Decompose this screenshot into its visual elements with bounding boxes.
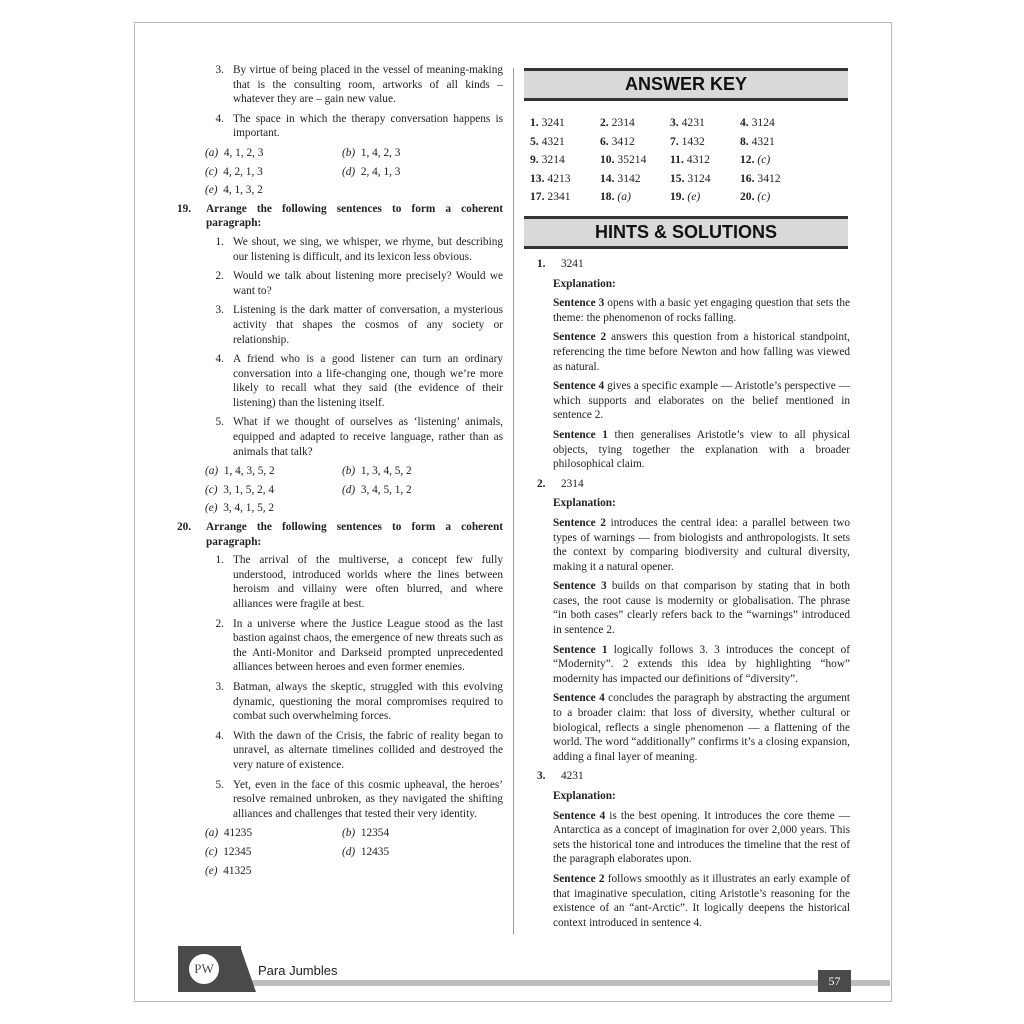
explanation-paragraph [553,379,850,423]
option-key: (b) [342,146,356,159]
solution-number: 2. [537,477,546,490]
option-value: 12435 [360,845,390,858]
answer-cell [740,114,810,133]
answer-value: 3142 [617,171,641,185]
option-value: 12345 [223,845,252,858]
answer-number: 19. [670,190,685,204]
option-key: (c) [205,483,218,496]
answer-number: 1. [530,116,539,129]
option-d [342,165,503,180]
option-d [342,483,503,498]
sentence-text: The space in which the therapy conversation happens is important. [233,112,503,140]
sentence-text: We shout, we sing, we whisper, we rhyme, but describing our listening is difficult, and its lexicon less obvious. [233,235,503,263]
explanation-label: Explanation: [553,277,616,290]
explanation-paragraph [553,579,850,637]
answer-number: 8. [740,134,749,148]
answer-key-row [530,133,850,152]
answer-value: 4321 [751,134,775,148]
answer-value: 3241 [541,116,565,129]
answer-cell [670,151,740,170]
answer-key-row [530,151,850,170]
answer-cell [740,151,810,170]
answer-cell [670,133,740,152]
answer-number: 20. [740,190,755,204]
left-column [177,63,503,882]
solution-answer: 2314 [561,477,584,490]
explanation-label: Explanation: [553,497,616,510]
option-value: 41325 [223,864,252,877]
answer-value: (a) [617,190,631,204]
option-b [342,826,503,841]
sentence-text: By virtue of being placed in the vessel of meaning-making that is the consulting room, artworks of all kinds – whatever they are – gain new value. [233,64,503,106]
option-key: (b) [342,465,356,478]
page-number: 57 [818,970,851,992]
answer-number: 11. [670,153,684,167]
sentence-item [177,553,503,611]
sentence-ref: Sentence 4 [553,692,605,705]
solution-number: 3. [537,770,546,783]
explanation-paragraph [553,691,850,764]
explanation-paragraph [553,809,850,867]
answer-number: 3. [670,116,679,129]
explanation-paragraph [553,330,850,374]
sentence-item [177,235,503,264]
answer-key-title: ANSWER KEY [624,74,747,94]
sentence-text: Listening is the dark matter of conversation, a mysterious activity that shapes the cosmos of any society or relationship. [233,304,503,346]
explanation-paragraph [553,643,850,687]
answer-value: 4213 [547,171,571,185]
option-key: (a) [205,146,219,159]
explanation-text: follows smoothly as it illustrates an early example of that imaginative speculation, citing Aristotle’s reasoning for the existence of an “ant-Arctic”. It logically deepens the historical context introduced in sentence 4. [553,872,851,929]
answer-cell [600,188,670,207]
answer-number: 4. [740,116,749,129]
answer-value: 1432 [681,134,705,148]
option-value: 3, 4, 5, 1, 2 [360,483,412,496]
answer-number: 12. [740,153,755,167]
question-20 [177,520,503,549]
answer-cell [600,114,670,133]
answer-value: 3124 [751,116,775,129]
answer-value: 3214 [541,153,565,167]
answer-cell [530,133,600,152]
explanation-label: Explanation: [553,790,616,802]
solution-heading [529,477,850,492]
option-key: (d) [342,483,356,496]
sentence-item [177,303,503,347]
q20-options [205,826,503,878]
answer-number: 15. [670,171,685,185]
answer-number: 9. [530,153,539,167]
answer-cell [670,188,740,207]
option-e [205,183,342,198]
option-value: 4, 1, 2, 3 [223,146,264,159]
answer-number: 17. [530,190,545,204]
question-19 [177,202,503,231]
sentence-ref: Sentence 2 [553,331,607,344]
explanation-text: introduces the central idea: a parallel between two types of warnings — from biologists and anthropologists. It sets the context by comparing biodiversity and cultural diversity, making it a natural opener. [553,516,850,573]
option-a [205,826,342,841]
sentence-number: 4. [215,353,224,366]
option-key: (e) [205,864,218,877]
sentence-number: 3. [215,304,224,317]
sentence-text: Yet, even in the face of this cosmic upheaval, the heroes’ resolve remained unbroken, as they navigated the shifting alliances and challenges that tested their very identity. [233,778,503,820]
answer-value: (e) [687,190,701,204]
sentence-item [177,729,503,773]
option-a [205,464,342,479]
question-stem: Arrange the following sentences to form a coherent paragraph: [206,521,503,548]
hints-title: HINTS & SOLUTIONS [594,222,777,242]
sentence-number: 4. [215,112,224,125]
option-a [205,146,342,161]
sentence-text: Would we talk about listening more precisely? Would we want to? [233,270,503,297]
sentence-ref: Sentence 3 [553,297,605,310]
sentence-text: A friend who is a good listener can turn an ordinary conversation into a life-changing one, though we’re more likely to recall what they said (the evidence of their listening) than the listening itself. [233,353,503,409]
q19-options [205,464,503,516]
explanation-text: builds on that comparison by stating that in both cases, the root cause is modernity or globalisation. The phrase “in both cases” clearly refers back to the “warnings” introduced in sentence 2. [553,580,850,637]
option-value: 3, 1, 5, 2, 4 [223,483,275,496]
question-number: 20. [177,521,192,534]
sentence-text: What if we thought of ourselves as ‘listening’ animals, equipped and adapted to receive language, rather than as animals that talk? [233,416,503,458]
option-e [205,501,342,516]
sentence-ref: Sentence 2 [553,872,605,885]
answer-value: 35214 [617,153,647,167]
answer-cell [670,170,740,189]
answer-cell [740,133,810,152]
sentence-number: 5. [215,778,224,791]
option-key: (e) [205,184,218,197]
solution-number: 1. [537,258,546,270]
explanation-paragraph [553,428,850,472]
column-divider [513,68,514,934]
question-stem: Arrange the following sentences to form a coherent paragraph: [206,202,503,230]
answer-cell [600,170,670,189]
sentence-item [177,63,503,107]
sentence-number: 3. [215,680,224,693]
answer-number: 10. [600,153,615,167]
pw-logo: PW [187,952,221,986]
sentence-number: 2. [215,270,224,283]
answer-value: 4231 [681,116,705,129]
answer-cell [740,170,810,189]
option-e [205,864,342,879]
explanation-text: logically follows 3. 3 introduces the concept of “Modernity”. 2 extends this idea by highlighting “how” modernity has impacted our definitions of “diversity”. [553,643,851,685]
sentence-item [177,680,503,724]
sentence-item [177,617,503,675]
answer-number: 16. [740,171,755,185]
answer-number: 13. [530,171,545,185]
footer-section-title: Para Jumbles [258,963,338,978]
option-value: 41235 [223,827,253,840]
answer-cell [600,151,670,170]
answer-value: (c) [757,190,771,204]
option-key: (d) [342,845,356,858]
answer-value: 4321 [541,134,565,148]
answer-number: 18. [600,190,615,204]
answer-value: 3412 [757,171,781,185]
option-value: 1, 4, 2, 3 [360,146,401,159]
answer-key-row [530,114,850,133]
option-value: 3, 4, 1, 5, 2 [223,502,275,515]
option-value: 12354 [360,827,390,840]
solution-answer: 4231 [561,770,584,783]
answer-cell [600,133,670,152]
explanation-paragraph [553,296,850,325]
option-key: (c) [205,165,218,178]
sentence-item [177,352,503,410]
sentence-ref: Sentence 2 [553,516,606,529]
option-value: 4, 1, 3, 2 [223,184,263,197]
sentence-ref: Sentence 3 [553,580,607,593]
sentence-ref: Sentence 1 [553,643,608,656]
answer-value: (c) [757,153,771,167]
footer-slant [226,946,258,992]
option-d [342,845,503,860]
explanation-text: concludes the paragraph by abstracting the argument to a broader claim: that loss of diversity, whether cultural or biological, reflects a single phenomenon — a flattening of the world. The word “additionally” confirms it’s a closing expansion, adding a final layer of meaning. [553,692,850,763]
sentence-number: 1. [215,554,224,567]
answer-value: 3412 [611,134,635,148]
sentence-ref: Sentence 4 [553,809,606,822]
hints-column [529,257,850,935]
answer-number: 2. [600,116,609,129]
explanation-text: then generalises Aristotle’s view to all physical objects, tying together the explanation with a broader philosophical claim. [553,428,850,471]
sentence-number: 1. [215,235,224,248]
explanation-paragraph [553,872,850,930]
answer-value: 4312 [686,153,710,167]
option-key: (c) [205,845,218,858]
sentence-number: 5. [215,416,224,429]
answer-key-banner [524,68,848,101]
option-c [205,845,342,860]
option-value: 1, 4, 3, 5, 2 [223,465,275,478]
option-key: (d) [342,165,356,178]
option-c [205,165,342,180]
solution-answer: 3241 [561,258,584,270]
sentence-item [177,415,503,459]
explanation-text: gives a specific example — Aristotle’s perspective — which supports and elaborates on the belief mentioned in sentence 2. [553,380,850,422]
answer-cell [530,114,600,133]
sentence-number: 3. [215,64,224,76]
option-value: 4, 2, 1, 3 [223,165,263,178]
sentence-text: Batman, always the skeptic, struggled with this evolving dynamic, questioning the moral compromises required to combat such overwhelming forces. [233,680,503,723]
answer-value: 2341 [547,190,571,204]
sentence-item [177,112,503,141]
answer-key-row [530,188,850,207]
answer-number: 5. [530,134,539,148]
answer-key-row [530,170,850,189]
option-key: (a) [205,827,219,840]
explanation-text: is the best opening. It introduces the core theme — Antarctica as a concept of imagination for over 2,000 years. This sets the historical tone and introduces the timeline that the rest of the paragraph elaborates upon. [553,809,851,866]
footer-rule [235,980,890,986]
sentence-text: The arrival of the multiverse, a concept few fully understood, introduced worlds where the lines between heroism and villainy were often blurred, and where alliances were fragile at best. [233,554,503,610]
sentence-ref: Sentence 1 [553,428,608,441]
answer-value: 2314 [611,116,635,129]
solution-heading [529,769,850,784]
answer-key-table [530,114,850,207]
option-b [342,464,503,479]
answer-cell [740,188,810,207]
explanation-paragraph [553,516,850,574]
answer-cell [530,188,600,207]
q18-options [205,146,503,198]
answer-number: 6. [600,134,609,148]
option-value: 2, 4, 1, 3 [360,165,401,178]
sentence-ref: Sentence 4 [553,380,605,393]
answer-cell [530,151,600,170]
answer-cell [530,170,600,189]
answer-value: 3124 [687,171,711,185]
option-key: (a) [205,465,219,478]
sentence-item [177,778,503,822]
solution-heading [529,257,850,272]
option-b [342,146,503,161]
answer-cell [670,114,740,133]
option-key: (e) [205,502,218,515]
sentence-text: In a universe where the Justice League stood as the last bastion against chaos, the emergence of new threats such as the Anti-Monitor and Darkseid prompted unprecedented alliances between heroes and even former enemies. [233,617,503,674]
sentence-number: 4. [215,729,224,742]
sentence-number: 2. [215,617,224,630]
question-number: 19. [177,202,192,215]
answer-number: 7. [670,134,679,148]
option-c [205,483,342,498]
option-value: 1, 3, 4, 5, 2 [360,465,412,478]
sentence-item [177,269,503,298]
hints-banner [524,216,848,249]
answer-number: 14. [600,171,615,185]
sentence-text: With the dawn of the Crisis, the fabric of reality began to unravel, as alternate timelines collided and destroyed the very nature of existence. [233,729,503,771]
option-key: (b) [342,827,356,840]
explanation-text: answers this question from a historical standpoint, referencing the time before Newton and how falling was viewed as natural. [553,331,851,373]
explanation-text: opens with a basic yet engaging question that sets the theme: the phenomenon of rocks falling. [553,297,851,324]
